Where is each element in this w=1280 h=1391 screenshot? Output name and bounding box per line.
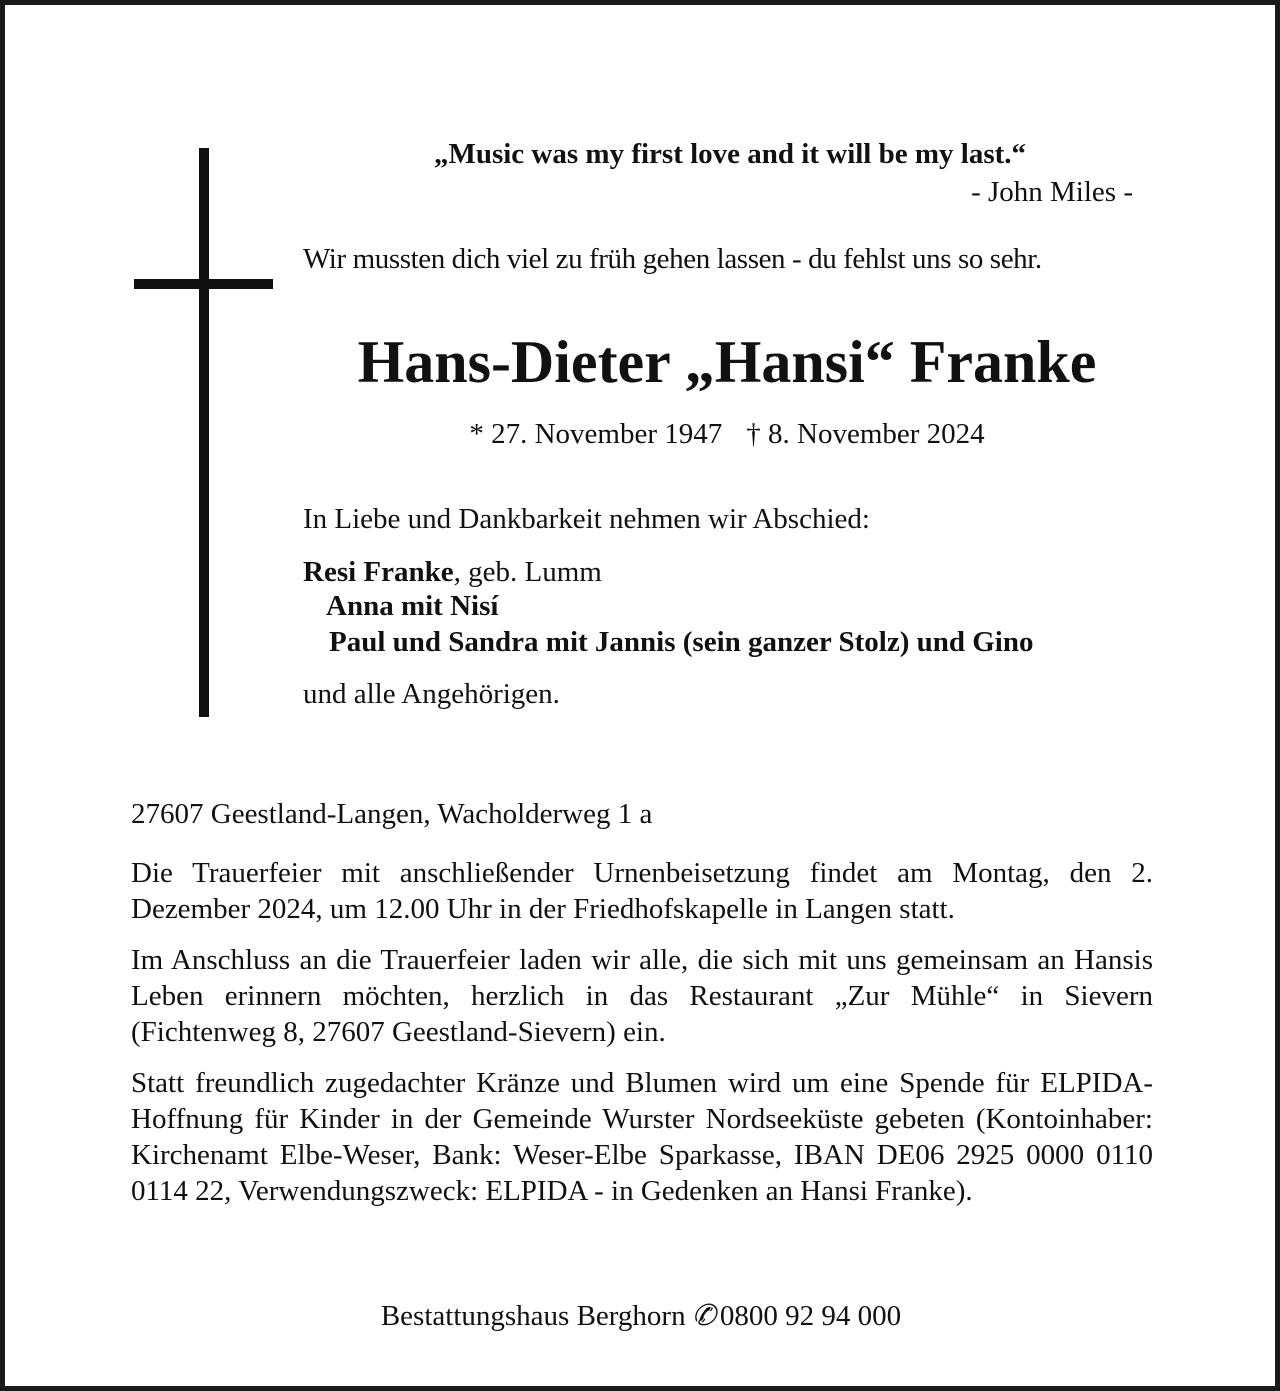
donation-paragraph: Statt freundlich zugedachter Kränze und Blumen wird um eine Spende für ELPIDA-Hoffnung für Kinder in der Gemeinde Wurster Nordseeküste gebeten (Kontoinhaber: Kirchenamt Elbe-Weser, Bank: Weser-Elbe Sparkasse, IBAN DE06 2925 0000 0110 0114 22, Verwendungszweck: ELPIDA - in Gedenken an Hansi Franke). <box>131 1067 1153 1207</box>
phone-icon: ✆ <box>691 1300 716 1332</box>
relatives-line: und alle Angehörigen. <box>303 678 560 710</box>
mourner-maiden-name: , geb. Lumm <box>453 556 602 588</box>
farewell-line: In Liebe und Dankbarkeit nehmen wir Abschied: <box>303 503 870 535</box>
death-date: † 8. November 2024 <box>746 418 985 450</box>
mourner-primary-name: Resi Franke <box>303 556 454 588</box>
family-address: 27607 Geestland-Langen, Wacholderweg 1 a <box>131 798 653 830</box>
mourner-line-1 <box>303 556 602 589</box>
reception-paragraph: Im Anschluss an die Trauerfeier laden wir alle, die sich mit uns gemeinsam an Hansis Leben erinnern möchten, herzlich in das Restaurant „Zur Mühle“ in Sievern (Fichtenweg 8, 27607 Geestland-Sievern) ein. <box>131 944 1153 1048</box>
deceased-name: Hans-Dieter „Hansi“ Franke <box>357 329 1097 395</box>
life-dates <box>0 418 1280 451</box>
lament-line: Wir mussten dich viel zu früh gehen lassen - du fehlst uns so sehr. <box>303 243 1042 275</box>
birth-date: * 27. November 1947 <box>469 418 723 450</box>
funeral-home-name: Bestattungshaus Berghorn <box>380 1300 686 1332</box>
mourner-line-2: Anna mit Nisí <box>326 590 499 622</box>
funeral-home-footer <box>0 1298 1280 1333</box>
ceremony-paragraph: Die Trauerfeier mit anschließender Urnenbeisetzung findet am Montag, den 2. Dezember 2024, um 12.00 Uhr in der Friedhofskapelle in Langen statt. <box>131 857 1153 925</box>
cross-horizontal-bar <box>134 279 273 289</box>
quote-author: - John Miles - <box>971 176 1133 208</box>
mourner-line-3: Paul und Sandra mit Jannis (sein ganzer Stolz) und Gino <box>329 626 1034 658</box>
quote-text: „Music was my first love and it will be my last.“ <box>433 138 1027 170</box>
funeral-home-phone: 0800 92 94 000 <box>719 1300 902 1332</box>
